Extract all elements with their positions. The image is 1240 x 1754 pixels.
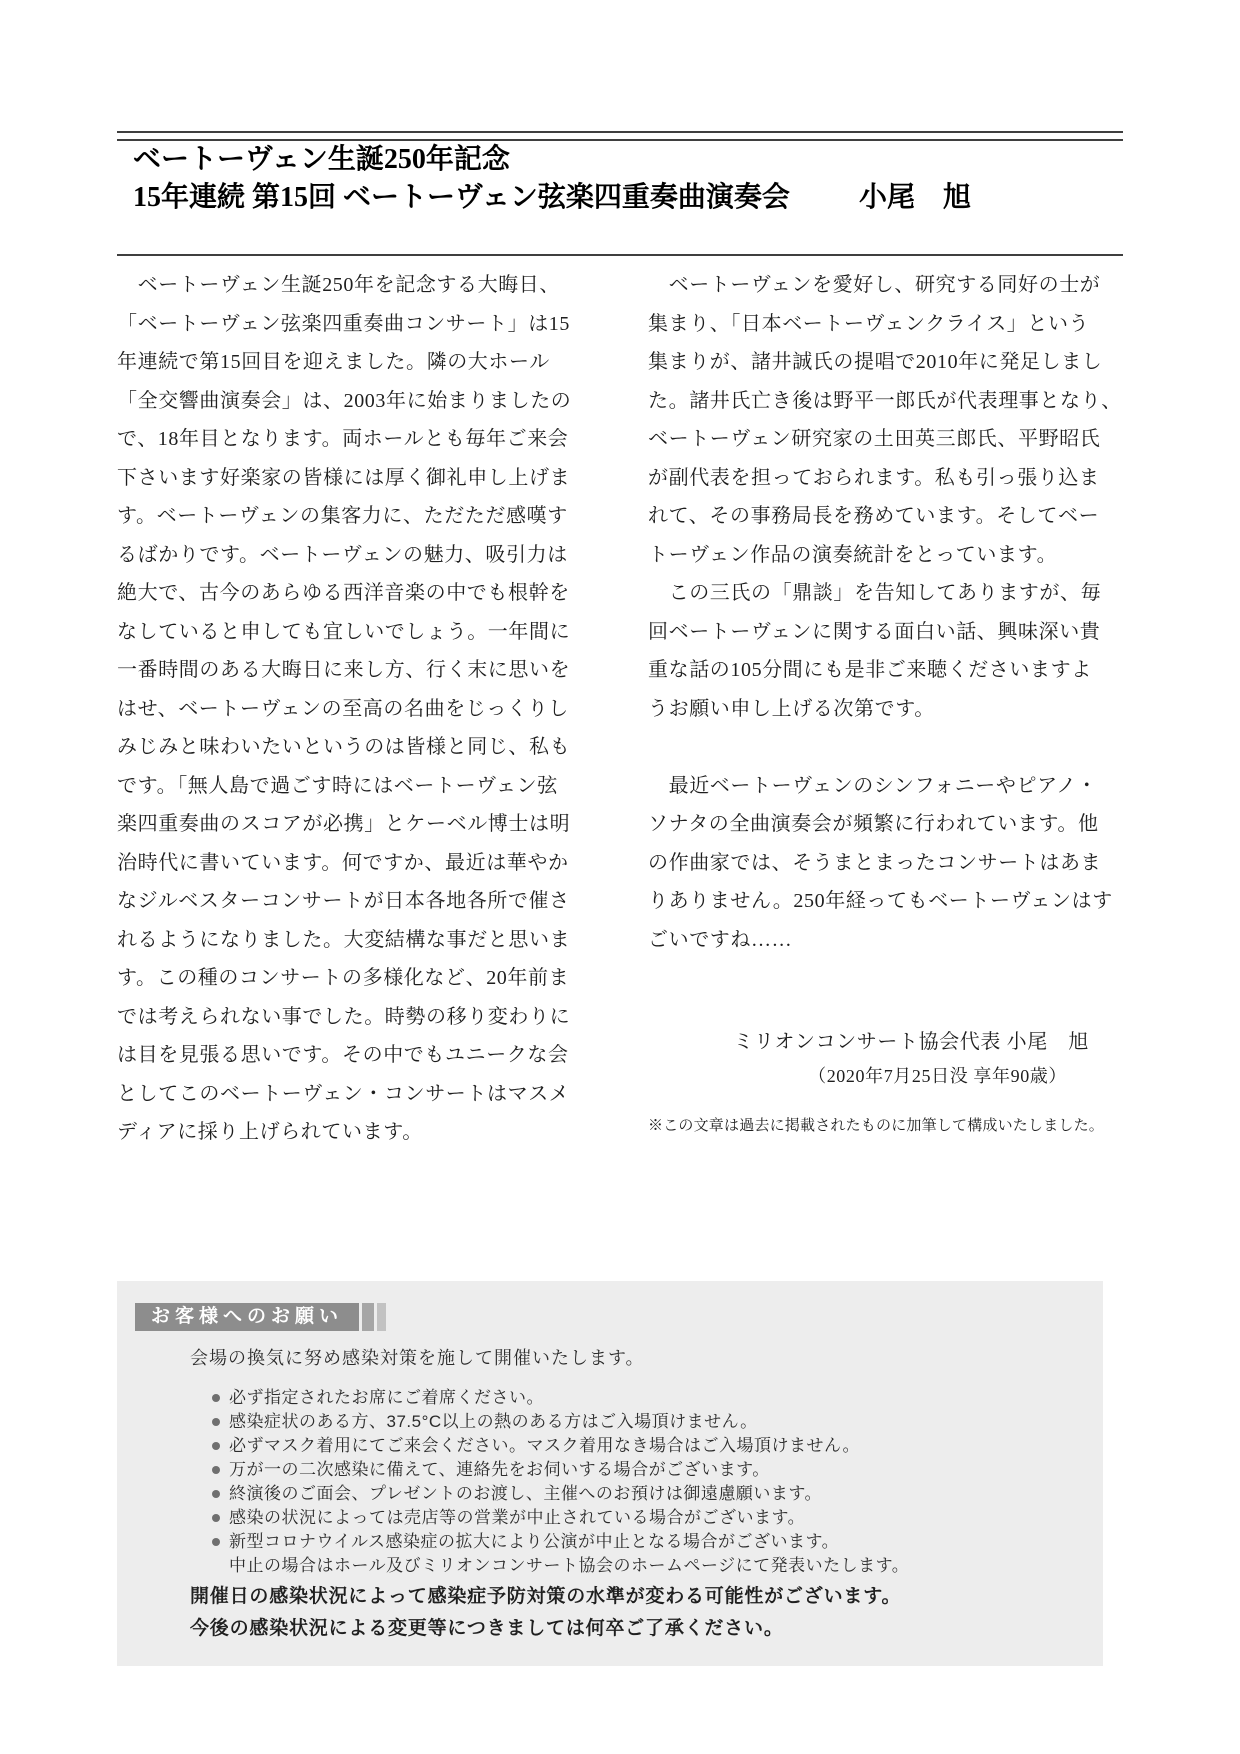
notice-bullet: 万が一の二次感染に備えて、連絡先をお伺いする場合がございます。 <box>212 1458 909 1482</box>
notice-intro: 会場の換気に努め感染対策を施して開催いたします。 <box>190 1348 645 1368</box>
article-text-line: としてこのベートーヴェン・コンサートはマスメ <box>117 1082 570 1105</box>
notice-badge: お客様へのお願い <box>135 1303 359 1331</box>
article-text-line: ベートーヴェンを愛好し、研究する同好の士が <box>648 274 1101 296</box>
article-text-line: 絶大で、古今のあらゆる西洋音楽の中でも根幹を <box>117 582 570 604</box>
article-text-line: なジルベスターコンサートが日本各地各所で催さ <box>117 890 570 912</box>
article-text-line: す。ベートーヴェンの集客力に、ただただ感嘆す <box>117 505 568 527</box>
notice-emphasis-line1: 開催日の感染状況によって感染症予防対策の水準が変わる可能性がございます。 <box>190 1586 902 1607</box>
page-title-line1: ベートーヴェン生誕250年記念 <box>133 144 510 175</box>
article-text-line: ベートーヴェン研究家の土田英三郎氏、平野昭氏 <box>648 428 1101 450</box>
notice-bullet-list <box>212 1386 909 1578</box>
article-text-line: の作曲家では、そうまとまったコンサートはあま <box>648 851 1102 874</box>
page-title-line2: 15年連続 第15回 ベートーヴェン弦楽四重奏曲演奏会 <box>133 182 790 213</box>
notice-bullet: 感染の状況によっては売店等の営業が中止されている場合がございます。 <box>212 1506 909 1530</box>
article-text-line: 最近ベートーヴェンのシンフォニーやピアノ・ <box>648 774 1098 797</box>
article-text-line: 治時代に書いています。何ですか、最近は華やか <box>117 851 569 874</box>
article-text-line: りありません。250年経ってもベートーヴェンはす <box>648 890 1113 912</box>
article-text-line: は目を見張る思いです。その中でもユニークな会 <box>117 1044 569 1066</box>
title-underline-rule <box>117 254 1123 256</box>
notice-panel <box>117 1281 1103 1666</box>
article-text-line: トーヴェン作品の演奏統計をとっています。 <box>648 543 1058 566</box>
article-text-line <box>648 728 1103 767</box>
article-text-line: るばかりです。ベートーヴェンの魅力、吸引力は <box>117 543 568 566</box>
author-name: 小尾 旭 <box>858 182 971 213</box>
death-date-line: （2020年7月25日没 享年90歳） <box>808 1066 1067 1086</box>
article-text-line: が副代表を担っておられます。私も引っ張り込ま <box>648 466 1100 489</box>
article-text-line: れるようになりました。大変結構な事だと思いま <box>117 928 571 951</box>
notice-bullet: 感染症状のある方、37.5°C以上の熱のある方はご入場頂けません。 <box>212 1410 909 1434</box>
article-body <box>117 266 1122 1152</box>
badge-accent-stripe-1 <box>362 1303 374 1331</box>
article-left-column <box>117 266 572 1152</box>
article-text-line: 回ベートーヴェンに関する面白い話、興味深い貴 <box>648 620 1101 643</box>
page-title-row <box>133 179 1106 217</box>
article-text-line: た。諸井氏亡き後は野平一郎氏が代表理事となり、 <box>648 389 1122 412</box>
article-text-line: 年連続で第15回目を迎えました。隣の大ホール <box>117 351 550 373</box>
article-text-line: す。この種のコンサートの多様化など、20年前ま <box>117 967 570 989</box>
article-text-line: です。「無人島で過ごす時にはベートーヴェン弦 <box>117 774 558 797</box>
article-text-line: 重な話の105分間にも是非ご来聴くださいますよ <box>648 659 1092 681</box>
article-right-column <box>648 266 1122 1152</box>
article-text-line: ソナタの全曲演奏会が頻繁に行われています。他 <box>648 813 1099 835</box>
article-text-line: うお願い申し上げる次第です。 <box>648 697 935 720</box>
header-rule-top <box>117 131 1123 133</box>
article-text-line: れて、その事務局長を務めています。そしてベー <box>648 505 1100 527</box>
article-text-line: 「ベートーヴェン弦楽四重奏曲コンサート」は15 <box>117 312 570 335</box>
article-text-line: ごいですね…… <box>648 928 793 951</box>
notice-emphasis-line2: 今後の感染状況による変更等につきましては何卒ご了承ください。 <box>190 1618 784 1639</box>
signature-line: ミリオンコンサート協会代表 小尾 旭 <box>733 1031 1089 1053</box>
article-text-line: なしていると申しても宜しいでしょう。一年間に <box>117 620 571 643</box>
article-text-line: 下さいます好楽家の皆様には厚く御礼申し上げま <box>117 466 571 489</box>
article-text-line: はせ、ベートーヴェンの至高の名曲をじっくりし <box>117 697 569 720</box>
notice-continuation: 中止の場合はホール及びミリオンコンサート協会のホームページにて発表いたします。 <box>229 1556 910 1575</box>
footnote: ※この文章は過去に掲載されたものに加筆して構成いたしました。 <box>648 1118 1105 1134</box>
article-text-line: 一番時間のある大晦日に来し方、行く末に思いを <box>117 659 571 681</box>
article-text-line: 集まり、「日本ベートーヴェンクライス」という <box>648 312 1090 335</box>
article-text-line: では考えられない事でした。時勢の移り変わりに <box>117 1005 571 1028</box>
article-text-line: 「全交響曲演奏会」は、2003年に始まりましたの <box>117 389 572 412</box>
notice-bullet: 新型コロナウイルス感染症の拡大により公演が中止となる場合がございます。 <box>212 1530 909 1554</box>
notice-emphasis <box>190 1581 901 1645</box>
notice-bullet: 必ずマスク着用にてご来会ください。マスク着用なき場合はご入場頂けません。 <box>212 1434 909 1458</box>
article-text-line: ベートーヴェン生誕250年を記念する大晦日、 <box>117 274 560 296</box>
article-text-line: 集まりが、諸井誠氏の提唱で2010年に発足しまし <box>648 351 1103 373</box>
badge-accent-stripe-2 <box>377 1303 386 1331</box>
notice-bullet: 終演後のご面会、プレゼントのお渡し、主催へのお預けは御遠慮願います。 <box>212 1482 909 1506</box>
article-text-line: この三氏の「鼎談」を告知してありますが、毎 <box>648 582 1102 604</box>
article-text-line: で、18年目となります。両ホールとも毎年ご来会 <box>117 428 569 450</box>
notice-bullets <box>212 1386 909 1554</box>
article-text-line: みじみと味わいたいというのは皆様と同じ、私も <box>117 736 571 758</box>
article-text-line: ディアに採り上げられています。 <box>117 1121 423 1143</box>
article-right-lines <box>648 266 1122 959</box>
article-text-line: 楽四重奏曲のスコアが必携」とケーベル博士は明 <box>117 813 571 835</box>
notice-badge-row <box>135 1303 386 1331</box>
notice-bullet: 必ず指定されたお席にご着席ください。 <box>212 1386 909 1410</box>
